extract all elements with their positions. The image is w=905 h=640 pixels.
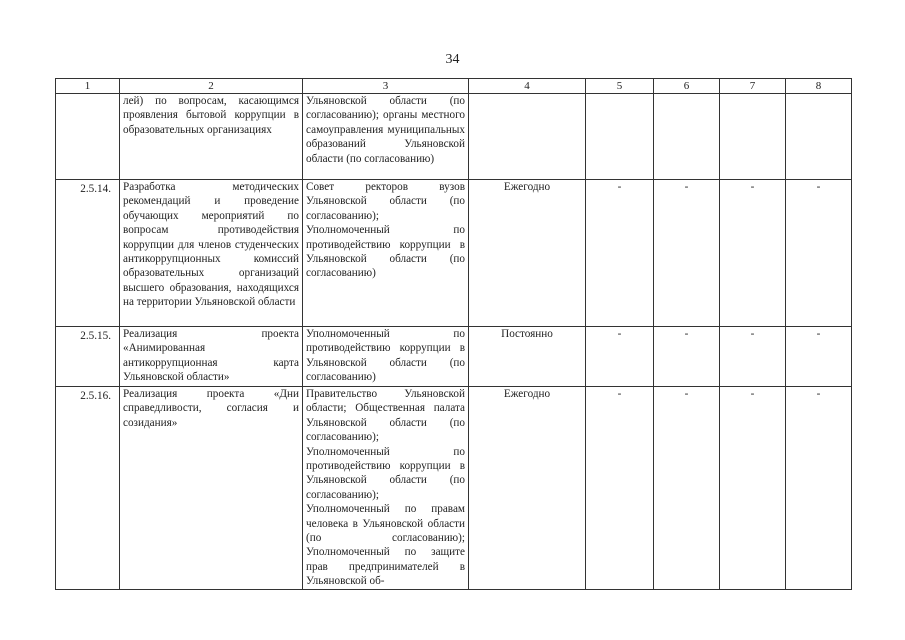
column-header: 3 (303, 79, 469, 94)
column-header: 8 (786, 79, 852, 94)
row-number: 2.5.15. (56, 327, 120, 387)
measure-title: лей) по вопросам, касающимся проявления бытовой коррупции в образовательных организациях (120, 94, 303, 180)
table-header-row (56, 79, 852, 94)
column-header: 4 (469, 79, 586, 94)
measure-executors: Уполномоченный по противодействию коррупции в Ульяновской области (по согласованию) (303, 327, 469, 387)
cell-col5: - (586, 387, 654, 590)
cell-col8: - (786, 327, 852, 387)
table-row (56, 180, 852, 327)
column-header: 7 (720, 79, 786, 94)
cell-col7: - (720, 180, 786, 327)
row-number: 2.5.14. (56, 180, 120, 327)
cell-col5: - (586, 327, 654, 387)
measure-period: Ежегодно (469, 387, 586, 590)
column-header: 2 (120, 79, 303, 94)
measure-period: Постоянно (469, 327, 586, 387)
measure-title: Реализация проекта «Дни справедливости, согласия и созидания» (120, 387, 303, 590)
page-number: 34 (445, 52, 460, 67)
cell-col5: - (586, 180, 654, 327)
table-row (56, 387, 852, 590)
column-header: 5 (586, 79, 654, 94)
measure-executors: Ульяновской области (по согласованию); органы местного самоуправления муниципальных образований Ульяновской области (по согласованию) (303, 94, 469, 180)
cell-col8: - (786, 180, 852, 327)
row-number: 2.5.16. (56, 387, 120, 590)
measure-executors: Совет ректоров вузов Ульяновской области (по согласованию); Уполномоченный по противодействию коррупции в Ульяновской области (по согласованию) (303, 180, 469, 327)
measure-title: Разработка методических рекомендаций и проведение обучающих мероприятий по вопросам противодействия коррупции для членов студенческих антикоррупционных комиссий образовательных организаций высшего образования, находящихся на территории Ульяновской области (120, 180, 303, 327)
cell-col6: - (654, 180, 720, 327)
cell-col5 (586, 94, 654, 180)
table-row (56, 94, 852, 180)
table-row (56, 327, 852, 387)
cell-col7 (720, 94, 786, 180)
column-header: 6 (654, 79, 720, 94)
cell-col8: - (786, 387, 852, 590)
cell-col8 (786, 94, 852, 180)
measure-period (469, 94, 586, 180)
measure-title: Реализация проекта «Анимированная антикоррупционная карта Ульяновской области» (120, 327, 303, 387)
measure-executors: Правительство Ульяновской области; Общественная палата Ульяновской области (по согласованию); Уполномоченный по противодействию коррупции в Ульяновской области (по согласованию); Уполномоченный по правам человека в Ульяновской области (по согласованию); Уполномоченный по защите прав предпринимателей в Ульяновской об- (303, 387, 469, 590)
measures-table (55, 78, 852, 590)
measure-period: Ежегодно (469, 180, 586, 327)
cell-col6: - (654, 387, 720, 590)
cell-col6 (654, 94, 720, 180)
row-number (56, 94, 120, 180)
cell-col6: - (654, 327, 720, 387)
cell-col7: - (720, 387, 786, 590)
cell-col7: - (720, 327, 786, 387)
column-header: 1 (56, 79, 120, 94)
